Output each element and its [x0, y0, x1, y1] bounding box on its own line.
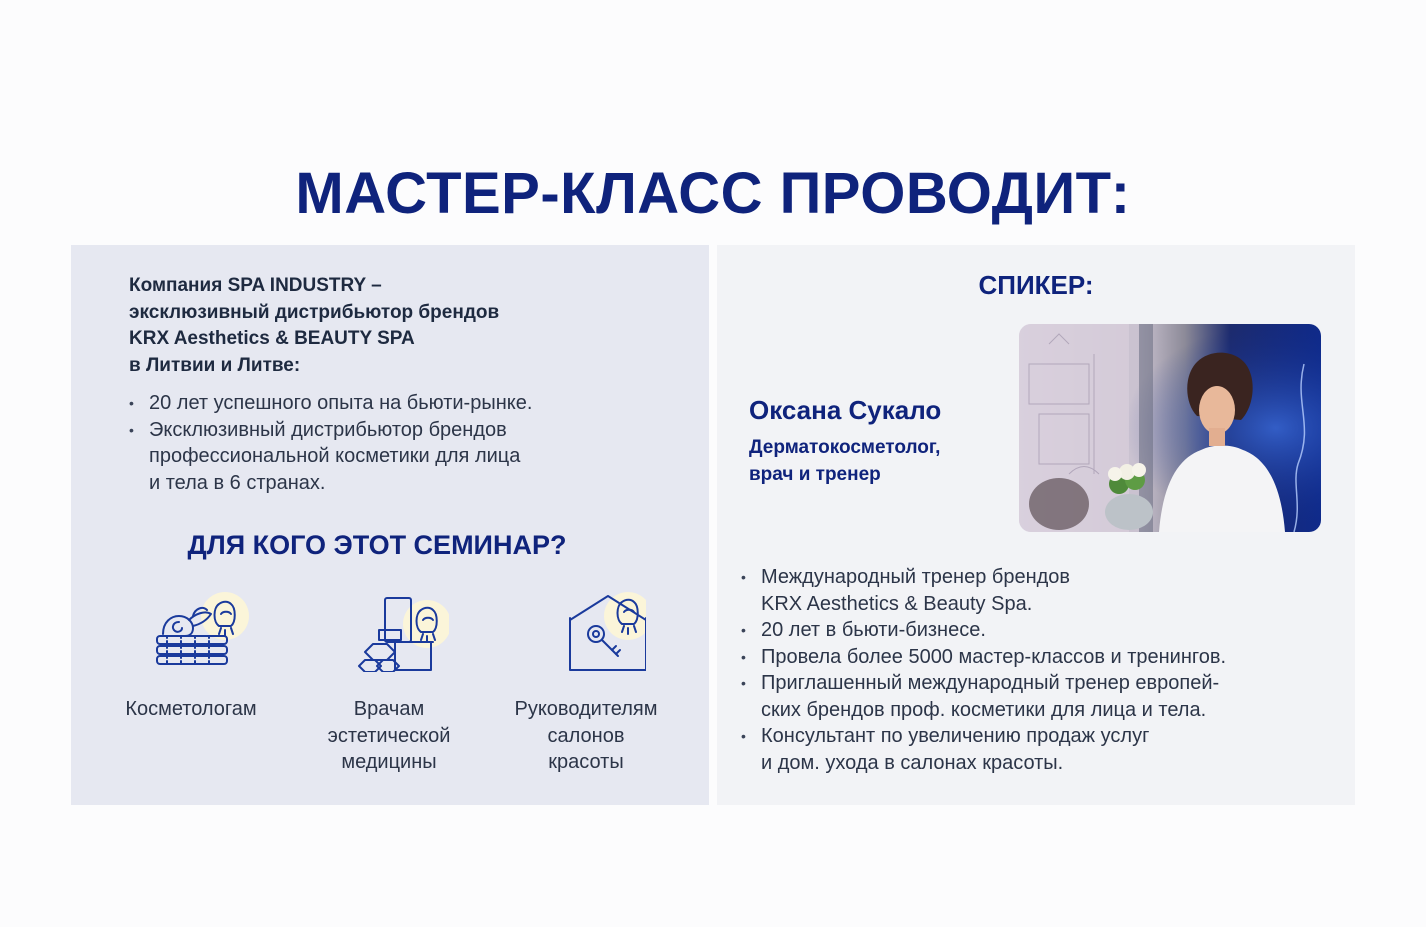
audience-label: [294, 696, 484, 776]
bullet-line: KRX Aesthetics & Beauty Spa.: [761, 592, 1033, 615]
company-line: в Литвии и Литве:: [129, 354, 301, 376]
bullet-line: • 20 лет успешного опыта на бьюти-рынке.: [149, 392, 533, 414]
company-line: KRX Aesthetics & BEAUTY SPA: [129, 328, 415, 349]
speaker-name: Оксана Сукало: [749, 395, 942, 425]
audience-label-line: салонов: [547, 724, 625, 747]
audience-cosmetologists: [96, 590, 286, 723]
audience-label: [96, 696, 286, 723]
audience-label-line: красоты: [548, 751, 624, 773]
list-item: [741, 617, 1226, 644]
audience-label-line: медицины: [341, 751, 437, 773]
speaker-role: [749, 435, 940, 488]
bullet-line: • Эксклюзивный дистрибьютор брендов: [149, 418, 507, 441]
list-item: [741, 670, 1226, 723]
audience-label-line: Врачам: [353, 698, 425, 720]
bullet-line: • Приглашенный международный тренер европей-: [761, 672, 1220, 694]
cosmetic-products-icon: [329, 590, 449, 672]
audience-label-line: Косметологам: [125, 698, 257, 720]
spa-stones-icon: [131, 590, 251, 672]
list-item: [129, 417, 532, 497]
bullet-line: и дом. ухода в салонах красоты.: [761, 751, 1064, 774]
company-line: Компания SPA INDUSTRY –: [129, 275, 382, 296]
audience-label-line: Руководителям: [514, 698, 658, 720]
list-item: [741, 644, 1226, 671]
company-line: эксклюзивный дистрибьютор брендов: [129, 301, 500, 323]
bullet-line: профессиональной косметики для лица: [149, 445, 521, 467]
speaker-role-line: врач и тренер: [749, 463, 881, 485]
bullet-line: • 20 лет в бьюти-бизнесе.: [761, 619, 986, 641]
page-title: МАСТЕР-КЛАСС ПРОВОДИТ:: [295, 161, 1131, 226]
bullet-line: и тела в 6 странах.: [149, 471, 326, 494]
speaker-role-line: Дерматокосметолог,: [749, 437, 941, 458]
bullet-line: • Консультант по увеличению продаж услуг: [761, 725, 1150, 747]
speaker-heading: СПИКЕР:: [978, 270, 1094, 300]
audience-salon-managers: [491, 590, 681, 776]
list-item: [741, 723, 1226, 776]
house-key-icon: [526, 590, 646, 672]
bullet-line: • Провела более 5000 мастер-классов и тренингов.: [761, 645, 1227, 668]
company-bullet-list: [129, 390, 532, 496]
audience-label-line: эстетической: [327, 724, 451, 747]
audience-doctors: [294, 590, 484, 776]
speaker-photo: [1019, 324, 1321, 532]
bullet-line: • Международный тренер брендов: [761, 566, 1071, 588]
company-description: [129, 273, 499, 379]
bullet-line: ских брендов проф. косметики для лица и тела.: [761, 698, 1207, 721]
list-item: [741, 564, 1226, 617]
speaker-bullet-list: [741, 564, 1226, 776]
audience-label: [491, 696, 681, 776]
list-item: [129, 390, 532, 417]
seminar-heading: ДЛЯ КОГО ЭТОТ СЕМИНАР?: [187, 530, 567, 560]
